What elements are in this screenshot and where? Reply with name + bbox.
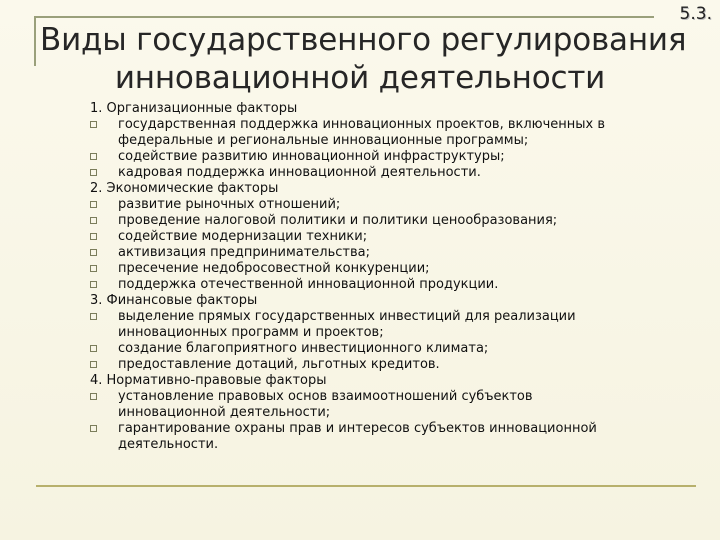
square-bullet-icon <box>90 345 97 352</box>
list-item-text: установление правовых основ взаимоотношений субъектов <box>118 389 533 404</box>
list-item <box>90 149 680 165</box>
list-item <box>90 197 680 213</box>
square-bullet-icon <box>90 393 97 400</box>
list-item-continuation: федеральные и региональные инновационные программы; <box>118 133 529 148</box>
list-item <box>90 389 680 405</box>
left-rule <box>34 16 36 66</box>
list-item-text: активизация предпринимательства; <box>118 245 371 260</box>
square-bullet-icon <box>90 233 97 240</box>
list-item-text: пресечение недобросовестной конкуренции; <box>118 261 430 276</box>
square-bullet-icon <box>90 169 97 176</box>
title-line-1: Виды государственного регулирования <box>40 22 687 58</box>
list-item <box>90 309 680 325</box>
list-item-continuation: инновационных программ и проектов; <box>118 325 384 340</box>
list-item-continuation: деятельности. <box>118 437 219 452</box>
list-item-text: предоставление дотаций, льготных кредитов. <box>118 357 440 372</box>
square-bullet-icon <box>90 249 97 256</box>
list-item <box>90 245 680 261</box>
list-item <box>90 341 680 357</box>
list-item <box>90 421 680 437</box>
list-item-text: проведение налоговой политики и политики ценообразования; <box>118 213 558 228</box>
list-item-text: гарантирование охраны прав и интересов субъектов инновационной <box>118 421 597 436</box>
square-bullet-icon <box>90 265 97 272</box>
list-item-text: содействие модернизации техники; <box>118 229 368 244</box>
square-bullet-icon <box>90 281 97 288</box>
list-item-text: развитие рыночных отношений; <box>118 197 341 212</box>
category-legal: 4. Нормативно-правовые факторы <box>90 373 327 388</box>
list-item-text: содействие развитию инновационной инфраструктуры; <box>118 149 505 164</box>
list-item <box>90 165 680 181</box>
list-item <box>90 277 680 293</box>
category-financial: 3. Финансовые факторы <box>90 293 258 308</box>
list-item-text: кадровая поддержка инновационной деятельности. <box>118 165 481 180</box>
list-item <box>90 229 680 245</box>
list-item-text: создание благоприятного инвестиционного климата; <box>118 341 489 356</box>
square-bullet-icon <box>90 121 97 128</box>
top-rule <box>34 16 654 18</box>
content-list <box>90 101 680 453</box>
square-bullet-icon <box>90 313 97 320</box>
bottom-rule <box>36 485 696 487</box>
slide-number: 5.3. <box>679 4 712 24</box>
list-item <box>90 357 680 373</box>
list-item-text: выделение прямых государственных инвестиций для реализации <box>118 309 576 324</box>
list-item-continuation: инновационной деятельности; <box>118 405 331 420</box>
square-bullet-icon <box>90 361 97 368</box>
category-economic: 2. Экономические факторы <box>90 181 279 196</box>
square-bullet-icon <box>90 201 97 208</box>
list-item-text: государственная поддержка инновационных проектов, включенных в <box>118 117 606 132</box>
square-bullet-icon <box>90 425 97 432</box>
list-item <box>90 117 680 133</box>
title-line-2: инновационной деятельности <box>114 60 606 96</box>
list-item-text: поддержка отечественной инновационной продукции. <box>118 277 499 292</box>
list-item <box>90 261 680 277</box>
list-item <box>90 213 680 229</box>
square-bullet-icon <box>90 217 97 224</box>
square-bullet-icon <box>90 153 97 160</box>
slide-title <box>40 21 687 97</box>
category-organizational: 1. Организационные факторы <box>90 101 298 116</box>
